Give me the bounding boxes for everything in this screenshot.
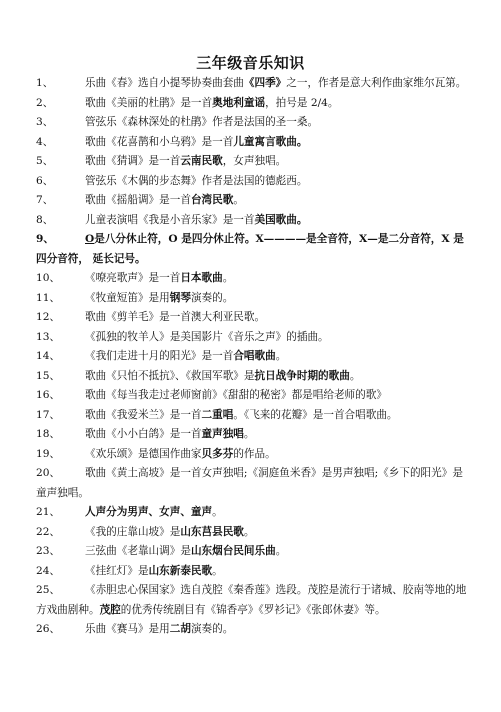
item-text: 乐曲《赛马》是用 <box>85 623 170 635</box>
item-text: 。 <box>243 428 255 440</box>
list-item <box>36 581 468 620</box>
item-text: 山东莒县民歌 <box>180 525 244 538</box>
item-number: 22、 <box>36 525 61 538</box>
item-text: ，拍号是 2/4。 <box>265 96 339 109</box>
list-item <box>36 445 468 465</box>
item-text: 。 <box>222 272 234 284</box>
item-text: 人声分为男声、女声、童声 <box>85 506 213 518</box>
item-text: 儿童寓言歌曲。 <box>233 135 308 148</box>
item-text: 歌曲《剪羊毛》是一首澳大利亚民歌。 <box>85 311 266 323</box>
item-text: 贝多芬 <box>201 447 234 460</box>
list-item <box>36 94 468 114</box>
item-number: 5、 <box>36 155 54 167</box>
list-item <box>36 211 468 231</box>
list-item <box>36 386 468 406</box>
item-text: 二重唱 <box>201 408 234 421</box>
item-text: 《四季》 <box>243 77 287 89</box>
item-text: 歌曲《猜调》是一首 <box>85 155 181 167</box>
item-text: 。 <box>275 350 287 362</box>
item-number: 1、 <box>36 77 54 89</box>
item-text: 是八分休止符，O 是四分休止符。X————是全音符，X—是二分音符，X 是四分音符， 延长记号。 <box>36 233 464 265</box>
item-text: 山东烟台民间乐曲 <box>190 545 276 557</box>
list-item <box>36 152 468 172</box>
item-text: 。 <box>233 194 244 206</box>
item-text: 之一，作者是意大利作曲家维尔瓦第。 <box>286 77 467 89</box>
item-text: 《欢乐颂》是德国作曲家 <box>85 447 202 460</box>
page-title: 三年级音乐知识 <box>196 54 305 72</box>
item-text: 抗日战争时期的歌曲 <box>254 369 350 382</box>
item-number: 16、 <box>36 389 61 401</box>
list-item <box>36 367 468 387</box>
item-text: 演奏的。 <box>190 291 234 304</box>
item-number: 10、 <box>36 272 61 284</box>
item-number: 9、 <box>36 233 54 245</box>
item-text: 《我们走进十月的阳光》是一首 <box>85 350 234 362</box>
item-text: 乐曲《春》选自小提琴协奏曲套曲 <box>85 77 244 89</box>
item-text: 。 <box>275 545 287 557</box>
item-text: 歌曲《每当我走过老师窗前》《甜甜的秘密》都是唱给老师的歌》 <box>85 389 387 401</box>
item-number: 14、 <box>36 350 61 362</box>
item-number: 4、 <box>36 135 54 148</box>
item-text: 钢琴 <box>169 291 191 304</box>
item-number: 20、 <box>36 467 61 479</box>
item-number: 25、 <box>36 584 61 596</box>
item-number: 23、 <box>36 545 61 557</box>
item-number: 13、 <box>36 330 61 343</box>
list-item <box>36 406 468 426</box>
item-number: 18、 <box>36 428 61 440</box>
list-item <box>36 269 468 289</box>
item-text: 的优秀传统剧目有《锦香亭》《罗衫记》《张郎休妻》等。 <box>120 603 386 616</box>
item-number: 15、 <box>36 369 61 382</box>
item-text: 台湾民歌 <box>190 194 234 206</box>
item-text: 的作品。 <box>233 447 276 460</box>
item-text: 三弦曲《老靠山调》是 <box>85 545 191 557</box>
item-text: 歌曲《花喜鹊和小乌鸦》是一首 <box>85 135 234 148</box>
list-item <box>36 113 468 133</box>
item-text: 歌曲《美丽的杜鹃》是一首 <box>85 96 213 109</box>
item-number: 26、 <box>36 623 61 635</box>
item-text: 。 <box>243 525 255 538</box>
item-text: 合唱歌曲 <box>233 350 276 362</box>
item-text: 奥地利童谣 <box>212 96 266 109</box>
list-item <box>36 289 468 309</box>
list-item <box>36 328 468 348</box>
item-text: 《嘹亮歌声》是一首 <box>85 272 181 284</box>
list-item <box>36 562 468 582</box>
list-item <box>36 308 468 328</box>
item-text: 歌曲《我爱米兰》是一首 <box>85 408 202 421</box>
list-item <box>36 191 468 211</box>
item-text: 《牧童短笛》是用 <box>85 291 170 304</box>
item-text: 童声独唱 <box>201 428 244 440</box>
list-item <box>36 74 468 94</box>
item-text: 歌曲《只怕不抵抗》、《救国军歌》是 <box>85 369 255 382</box>
item-text: 。 <box>212 506 223 518</box>
list-item <box>36 464 468 503</box>
item-text: 《挂红灯》是 <box>85 564 149 577</box>
item-text: 儿童表演唱《我是小音乐家》是一首 <box>85 213 255 226</box>
item-text: 美国歌曲。 <box>254 213 308 226</box>
item-text: 管弦乐《森林深处的杜鹃》作者是法国的圣一桑。 <box>85 116 319 128</box>
item-text: 歌曲《小小白鸽》是一首 <box>85 428 202 440</box>
item-text: 管弦乐《木偶的步态舞》作者是法国的德彪西。 <box>85 174 308 187</box>
list-item <box>36 347 468 367</box>
list-item <box>36 425 468 445</box>
item-text: 《我的庄靠山坡》是 <box>85 525 181 538</box>
item-text: 日本歌曲 <box>180 272 223 284</box>
item-text: 。 <box>349 369 361 382</box>
item-text: 二胡 <box>169 623 191 635</box>
item-text: 歌曲《摇船调》是一首 <box>85 194 191 206</box>
item-text: 。 <box>212 564 223 577</box>
list-item <box>36 503 468 523</box>
item-number: 7、 <box>36 194 54 206</box>
item-number: 11、 <box>36 291 61 304</box>
item-text: 。《飞来的花瓣》是一首合唱歌曲。 <box>233 408 398 421</box>
item-number: 6、 <box>36 174 54 187</box>
item-number: 21、 <box>36 506 61 518</box>
list-item <box>36 230 468 269</box>
item-text: 茂腔 <box>99 603 121 616</box>
knowledge-list <box>36 74 468 640</box>
item-text: ，女声独唱。 <box>222 155 287 167</box>
list-item <box>36 133 468 153</box>
item-number: 12、 <box>36 311 61 323</box>
item-text: 歌曲《黄土高坡》是一首女声独唱;《洞庭鱼米香》是男声独唱;《乡下的阳光》是童声独唱。 <box>36 467 463 499</box>
item-number: 8、 <box>36 213 54 226</box>
item-number: 24、 <box>36 564 61 577</box>
item-text: 云南民歌 <box>180 155 223 167</box>
list-item <box>36 620 468 640</box>
item-text: 《孤独的牧羊人》是美国影片《音乐之声》的插曲。 <box>85 330 329 343</box>
item-text: 演奏的。 <box>190 623 234 635</box>
item-number: 2、 <box>36 96 54 109</box>
item-number: 17、 <box>36 408 61 421</box>
item-text: O <box>85 233 95 245</box>
item-number: 3、 <box>36 116 54 128</box>
item-text: 山东新泰民歌 <box>148 564 213 577</box>
item-number: 19、 <box>36 447 61 460</box>
list-item <box>36 523 468 543</box>
list-item <box>36 172 468 192</box>
list-item <box>36 542 468 562</box>
item-text: 《赤胆忠心保国家》选自茂腔《秦香莲》选段。茂腔是流行于诸城、胶南等地的地方戏曲剧种。 <box>36 584 467 616</box>
